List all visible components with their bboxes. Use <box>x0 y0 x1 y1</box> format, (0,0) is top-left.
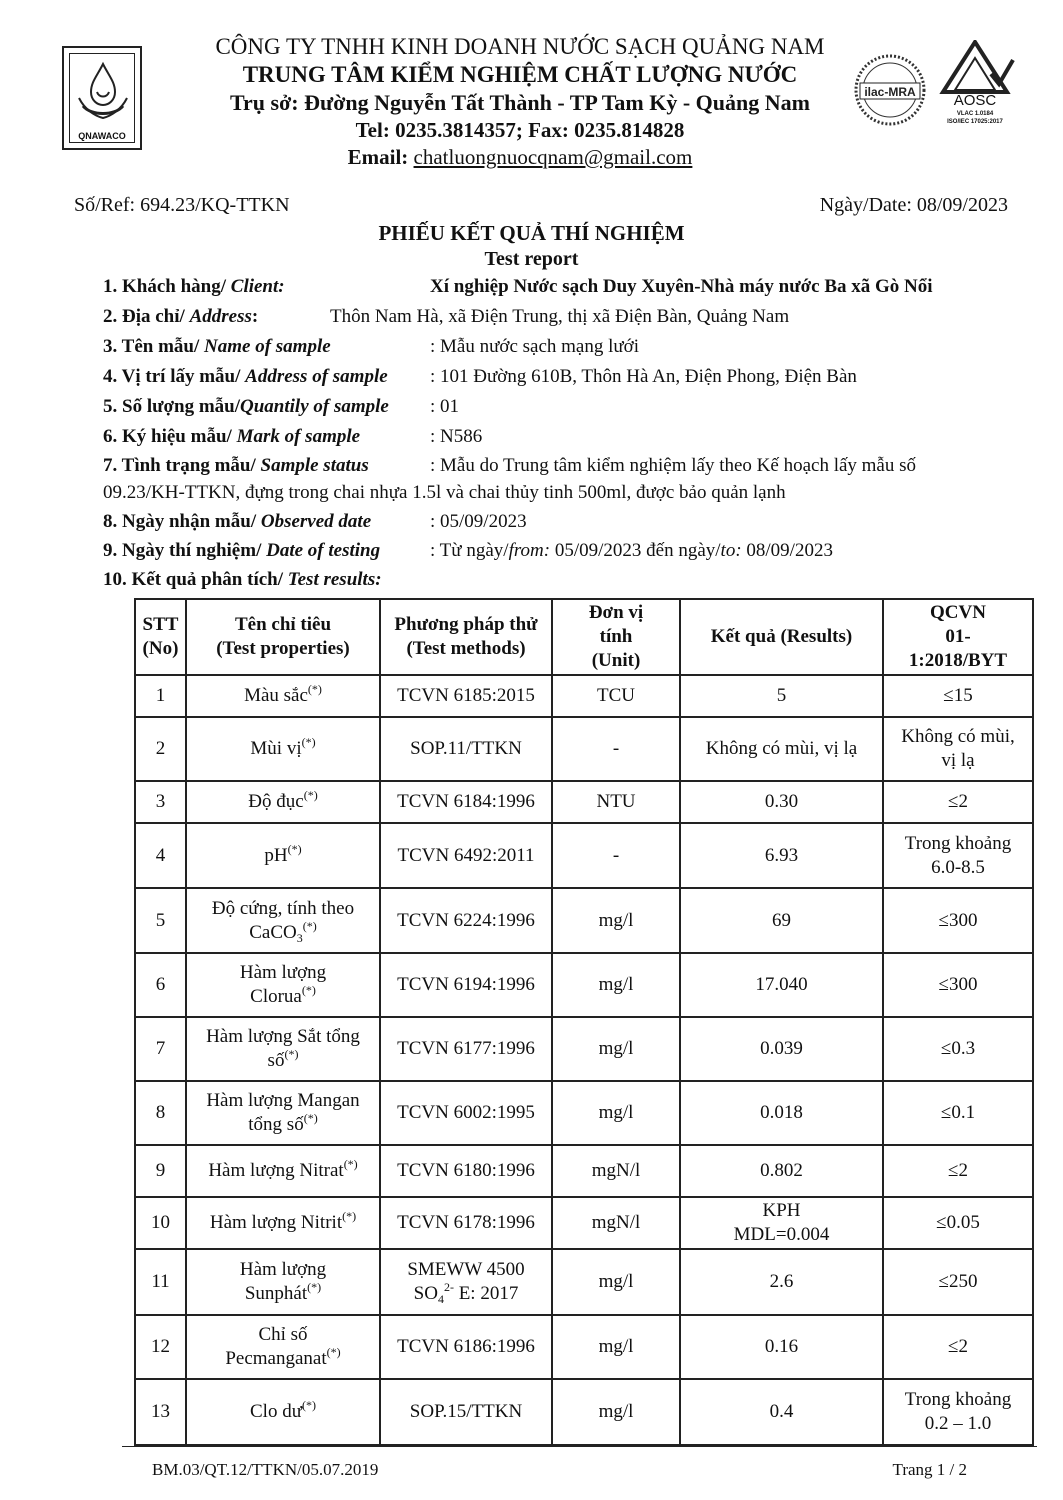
table-cell: TCVN 6185:2015 <box>380 675 552 717</box>
logo-caption: QNAWACO <box>78 131 126 141</box>
cell-text: Hàm lượng Nitrat <box>208 1160 344 1181</box>
table-cell: 8 <box>135 1081 186 1145</box>
cell-text: (*) <box>343 1157 358 1171</box>
cell-text: Không có mùi, <box>901 726 1015 747</box>
cell-text: (No) <box>142 638 179 659</box>
table-cell <box>186 781 380 823</box>
cell-text: (*) <box>307 1280 322 1294</box>
address-value: Thôn Nam Hà, xã Điện Trung, thị xã Điện Bàn, Quảng Nam <box>330 306 790 327</box>
table-cell: SOP.15/TTKN <box>380 1379 552 1445</box>
aosc-iso: ISO/IEC 17025:2017 <box>947 119 1003 125</box>
header-unit <box>552 599 680 675</box>
cell-text: (*) <box>302 918 317 933</box>
table-cell <box>186 717 380 781</box>
ilac-seal-icon <box>852 52 928 128</box>
client-label: 1. Khách hàng/ Client: <box>103 276 285 297</box>
test-results-label: 10. Kết quả phân tích/ Test results: <box>103 569 382 590</box>
cell-text: Hàm lượng <box>239 1259 327 1280</box>
table-cell: 5 <box>135 888 186 953</box>
table-cell <box>186 1249 380 1315</box>
table-row <box>135 1249 1033 1315</box>
table-cell <box>186 1379 380 1445</box>
sample-status-value-cont: 09.23/KH-TTKN, đựng trong chai nhựa 1.5l và chai thủy tinh 500ml, được bảo quản lạnh <box>103 482 786 503</box>
cell-text: 6.0-8.5 <box>931 856 985 878</box>
table-row <box>135 953 1033 1017</box>
cell-text: Tên chỉ tiêu <box>234 614 332 635</box>
cell-text: KPH <box>762 1200 801 1221</box>
table-cell: 0.039 <box>680 1017 883 1081</box>
table-cell: - <box>552 823 680 888</box>
sample-location-label: 4. Vị trí lấy mẫu/ Address of sample <box>103 366 388 387</box>
sample-name-value: : Mẫu nước sạch mạng lưới <box>430 336 640 357</box>
table-cell: 1 <box>135 675 186 717</box>
table-cell <box>380 1249 552 1315</box>
cell-text: vị lạ <box>941 750 975 771</box>
aosc-label: AOSC <box>953 92 997 109</box>
table-cell: ≤2 <box>883 1145 1033 1197</box>
cell-text: Độ đục <box>248 791 304 812</box>
cell-text: Độ cứng, tính theo <box>211 897 355 919</box>
cell-text: CaCO <box>249 921 297 943</box>
email-line <box>150 145 890 170</box>
aosc-vlac: VLAC 1.0184 <box>956 111 994 117</box>
cell-text: Màu sắc <box>244 685 308 706</box>
observed-date-value: : 05/09/2023 <box>430 511 527 532</box>
cell-text: 2- <box>443 1280 454 1294</box>
cell-text: Mùi vị <box>250 738 302 759</box>
table-cell: ≤0.05 <box>883 1197 1033 1249</box>
form-code: BM.03/QT.12/TTKN/05.07.2019 <box>152 1460 379 1479</box>
cell-text: (*) <box>307 682 322 696</box>
cell-text: 1:2018/BYT <box>908 650 1008 671</box>
table-cell: ≤15 <box>883 675 1033 717</box>
cell-text: (Test properties) <box>216 638 350 659</box>
table-cell: 0.16 <box>680 1315 883 1379</box>
table-row <box>135 675 1033 717</box>
cell-text: tổng số <box>248 1114 304 1135</box>
cell-text: (*) <box>301 983 316 997</box>
cell-text: Pecmanganat <box>225 1348 327 1369</box>
table-cell: TCVN 6224:1996 <box>380 888 552 953</box>
aosc-triangle-icon <box>935 40 1015 94</box>
company-logo <box>62 46 142 150</box>
cell-text: Kết quả (Results) <box>710 626 853 647</box>
cell-text: (Unit) <box>591 650 641 671</box>
table-cell <box>186 888 380 953</box>
client-value: Xí nghiệp Nước sạch Duy Xuyên-Nhà máy nước Ba xã Gò Nổi <box>430 276 933 297</box>
reference-number: Số/Ref: 694.23/KQ-TTKN <box>74 194 290 216</box>
sample-mark-value: : N586 <box>430 426 483 447</box>
table-cell: mg/l <box>552 888 680 953</box>
table-cell <box>186 1315 380 1379</box>
cell-text: Hàm lượng Nitrit <box>209 1212 343 1233</box>
report-title: PHIẾU KẾT QUẢ THÍ NGHIỆM <box>378 221 685 245</box>
table-cell: NTU <box>552 781 680 823</box>
cell-text: (*) <box>301 735 316 749</box>
table-row <box>135 1017 1033 1081</box>
cell-text: (*) <box>302 1398 316 1412</box>
table-cell: 69 <box>680 888 883 953</box>
table-cell: TCVN 6177:1996 <box>380 1017 552 1081</box>
table-cell: mg/l <box>552 953 680 1017</box>
table-cell: ≤300 <box>883 953 1033 1017</box>
ilac-mra-logo <box>852 52 928 128</box>
cell-text: pH <box>264 844 288 866</box>
table-cell: SOP.11/TTKN <box>380 717 552 781</box>
quantity-label: 5. Số lượng mẫu/Quantily of sample <box>103 396 389 417</box>
header-test-methods <box>380 599 552 675</box>
table-cell: TCVN 6186:1996 <box>380 1315 552 1379</box>
cell-text: SO <box>413 1283 438 1304</box>
cell-text: Chỉ số <box>258 1324 308 1345</box>
table-cell: ≤250 <box>883 1249 1033 1315</box>
quantity-value: : 01 <box>430 396 460 417</box>
cell-text: SMEWW 4500 <box>407 1259 525 1280</box>
table-cell: 0.30 <box>680 781 883 823</box>
testing-date-label: 9. Ngày thí nghiệm/ Date of testing <box>103 540 381 561</box>
table-cell <box>883 823 1033 888</box>
table-cell: ≤0.3 <box>883 1017 1033 1081</box>
table-cell: 9 <box>135 1145 186 1197</box>
cell-text: (*) <box>342 1209 357 1223</box>
testing-date-value: : Từ ngày/from: 05/09/2023 đến ngày/to: 08/09/2023 <box>430 540 833 561</box>
sample-status-label: 7. Tình trạng mẫu/ Sample status <box>103 455 369 476</box>
table-row <box>135 823 1033 888</box>
cell-text: Đơn vị <box>588 602 644 623</box>
table-cell: 2.6 <box>680 1249 883 1315</box>
cell-text: (*) <box>326 1345 341 1359</box>
phone-fax: Tel: 0235.3814357; Fax: 0235.814828 <box>355 118 685 142</box>
table-row <box>135 1081 1033 1145</box>
cell-text: QCVN <box>930 602 986 623</box>
address-label: 2. Địa chỉ/ Address: <box>103 306 259 327</box>
table-cell: ≤0.1 <box>883 1081 1033 1145</box>
table-cell: TCVN 6002:1995 <box>380 1081 552 1145</box>
header-results <box>680 599 883 675</box>
table-cell: 3 <box>135 781 186 823</box>
center-name: TRUNG TÂM KIỂM NGHIỆM CHẤT LƯỢNG NƯỚC <box>242 62 798 87</box>
table-cell: 0.018 <box>680 1081 883 1145</box>
report-subtitle: Test report <box>484 248 579 270</box>
cell-text: Hàm lượng Mangan <box>206 1090 360 1111</box>
table-cell <box>883 717 1033 781</box>
cell-text: tính <box>599 626 633 647</box>
cell-text: Hàm lượng <box>239 962 327 983</box>
table-cell: mgN/l <box>552 1197 680 1249</box>
table-cell: - <box>552 717 680 781</box>
office-address: Trụ sở: Đường Nguyễn Tất Thành - TP Tam Kỳ - Quảng Nam <box>230 90 810 115</box>
table-cell: 7 <box>135 1017 186 1081</box>
cell-text: 0.2 – 1.0 <box>924 1413 992 1434</box>
cell-text: (*) <box>287 841 302 856</box>
table-row <box>135 888 1033 953</box>
header-stt <box>135 599 186 675</box>
sample-location-value: : 101 Đường 610B, Thôn Hà An, Điện Phong, Điện Bàn <box>430 366 857 387</box>
table-cell: TCVN 6184:1996 <box>380 781 552 823</box>
table-cell: TCVN 6492:2011 <box>380 823 552 888</box>
cell-text: (*) <box>303 1111 318 1125</box>
table-cell: mg/l <box>552 1379 680 1445</box>
cell-text: Clo dư <box>250 1401 302 1422</box>
table-cell <box>186 1081 380 1145</box>
table-cell <box>186 823 380 888</box>
table-cell: ≤2 <box>883 781 1033 823</box>
table-row <box>135 1379 1033 1445</box>
table-cell: TCU <box>552 675 680 717</box>
cell-text: E: 2017 <box>453 1283 519 1304</box>
table-cell <box>186 1145 380 1197</box>
cell-text: 3 <box>296 930 303 945</box>
table-cell <box>186 1197 380 1249</box>
table-cell: 11 <box>135 1249 186 1315</box>
table-cell: 4 <box>135 823 186 888</box>
sample-mark-label: 6. Ký hiệu mẫu/ Mark of sample <box>103 426 361 447</box>
table-cell: 0.802 <box>680 1145 883 1197</box>
water-drop-logo-icon <box>77 60 129 124</box>
cell-text: 4 <box>437 1292 444 1306</box>
table-cell: ≤300 <box>883 888 1033 953</box>
table-cell: mg/l <box>552 1249 680 1315</box>
email-label: Email: <box>347 145 414 169</box>
table-row <box>135 1315 1033 1379</box>
table-row <box>135 1197 1033 1249</box>
table-cell: 10 <box>135 1197 186 1249</box>
table-cell: TCVN 6194:1996 <box>380 953 552 1017</box>
table-row <box>135 1145 1033 1197</box>
cell-text: Trong khoảng <box>904 832 1012 854</box>
cell-text: (*) <box>303 788 318 802</box>
table-row <box>135 781 1033 823</box>
table-cell: mg/l <box>552 1017 680 1081</box>
observed-date-label: 8. Ngày nhận mẫu/ Observed date <box>103 511 372 532</box>
cell-text: Sunphát <box>244 1283 308 1304</box>
sample-status-value: : Mẫu do Trung tâm kiểm nghiệm lấy theo Kế hoạch lấy mẫu số <box>430 455 917 476</box>
company-name: CÔNG TY TNHH KINH DOANH NƯỚC SẠCH QUẢNG NAM <box>215 34 825 59</box>
table-cell <box>186 1017 380 1081</box>
cell-text: Phương pháp thử <box>394 614 538 635</box>
table-cell: TCVN 6180:1996 <box>380 1145 552 1197</box>
table-cell: 6.93 <box>680 823 883 888</box>
cell-text: Trong khoảng <box>904 1389 1012 1410</box>
table-row <box>135 717 1033 781</box>
table-cell: 12 <box>135 1315 186 1379</box>
cell-text: (Test methods) <box>406 638 526 659</box>
footer-divider <box>122 1446 1037 1447</box>
table-cell <box>883 1379 1033 1445</box>
ilac-label: ilac-MRA <box>864 85 916 99</box>
table-cell: 17.040 <box>680 953 883 1017</box>
table-cell: mg/l <box>552 1315 680 1379</box>
table-cell: 5 <box>680 675 883 717</box>
header-qcvn <box>883 599 1033 675</box>
table-cell: 0.4 <box>680 1379 883 1445</box>
report-date: Ngày/Date: 08/09/2023 <box>819 194 1008 216</box>
table-cell: Không có mùi, vị lạ <box>680 717 883 781</box>
aosc-logo <box>935 40 1015 136</box>
email-link[interactable]: chatluongnuocqnam@gmail.com <box>413 145 693 169</box>
table-cell: 2 <box>135 717 186 781</box>
page-number: Trang 1 / 2 <box>892 1460 967 1479</box>
table-cell: 13 <box>135 1379 186 1445</box>
cell-text: số <box>267 1050 285 1071</box>
results-table <box>134 598 1034 1446</box>
table-cell: 6 <box>135 953 186 1017</box>
cell-text: (*) <box>284 1047 299 1061</box>
cell-text: Clorua <box>250 986 302 1007</box>
table-cell <box>186 675 380 717</box>
table-cell: mgN/l <box>552 1145 680 1197</box>
cell-text: Hàm lượng Sắt tổng <box>206 1026 360 1047</box>
cell-text: MDL=0.004 <box>733 1224 830 1245</box>
sample-name-label: 3. Tên mẫu/ Name of sample <box>103 336 331 357</box>
header-test-properties <box>186 599 380 675</box>
cell-text: 01- <box>945 626 971 647</box>
table-cell: mg/l <box>552 1081 680 1145</box>
table-cell: TCVN 6178:1996 <box>380 1197 552 1249</box>
cell-text: STT <box>142 614 179 635</box>
table-cell <box>680 1197 883 1249</box>
table-header-row <box>135 599 1033 675</box>
table-cell <box>186 953 380 1017</box>
table-cell: ≤2 <box>883 1315 1033 1379</box>
